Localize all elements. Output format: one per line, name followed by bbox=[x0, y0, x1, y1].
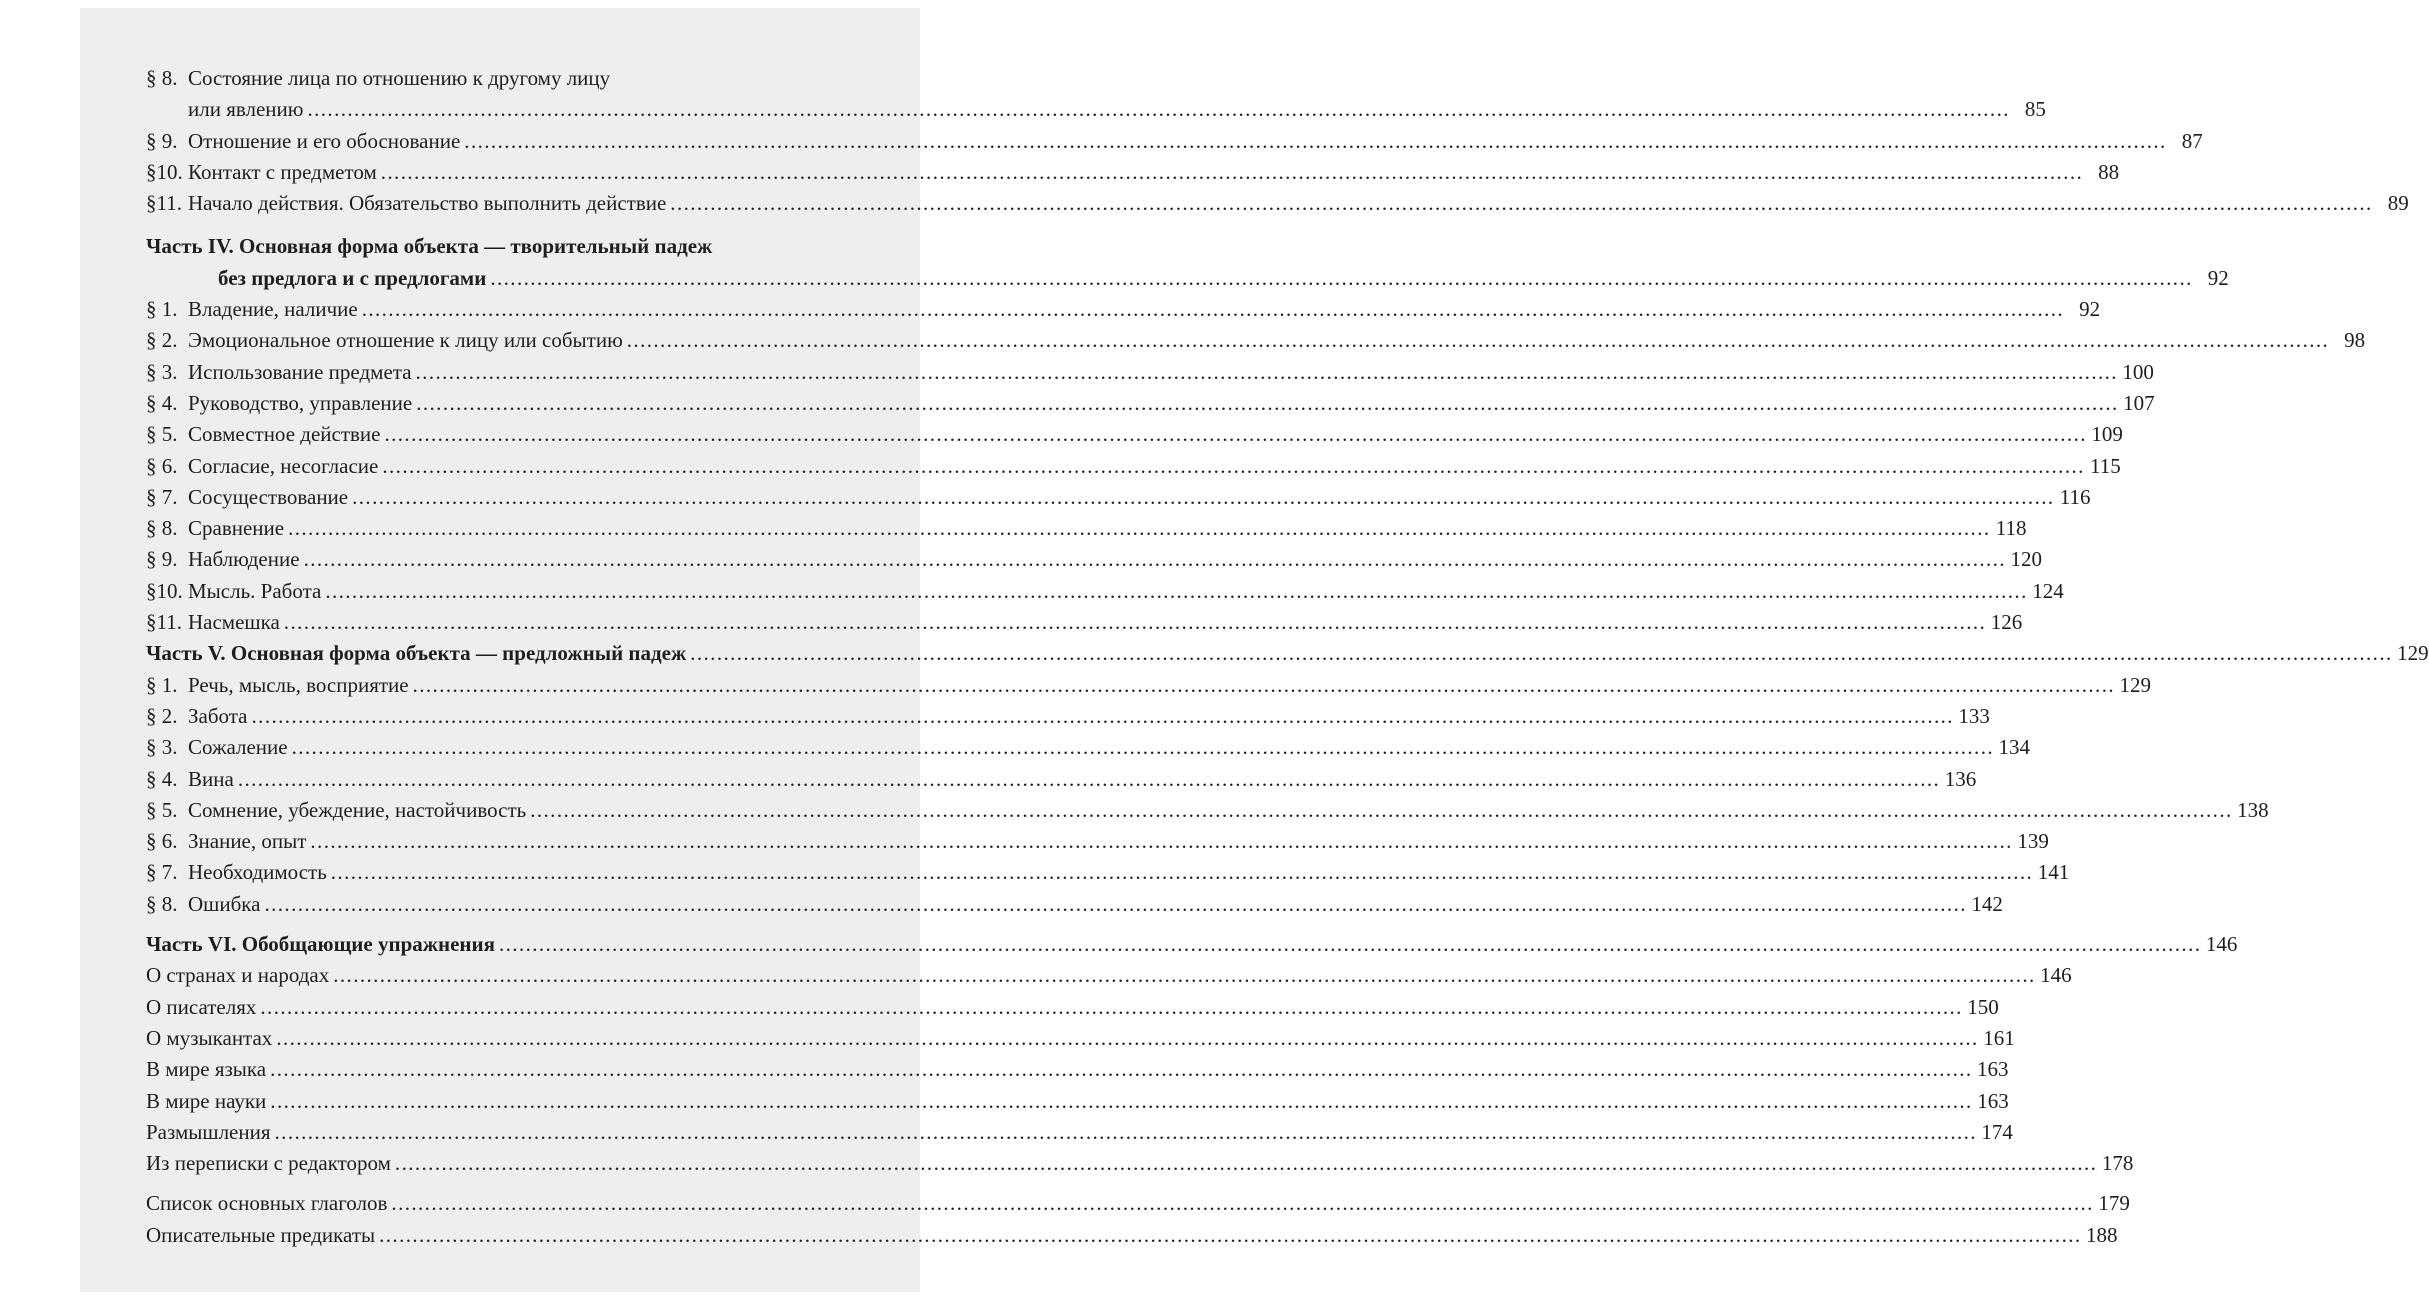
toc-entry-title: Знание, опыт bbox=[188, 829, 307, 854]
toc-entry bbox=[146, 388, 2155, 419]
toc-entry-page: 133 bbox=[1958, 703, 1990, 728]
toc-entry-page: 92 bbox=[2207, 265, 2229, 290]
toc-entry bbox=[146, 826, 2049, 857]
dot-leader bbox=[331, 857, 2033, 888]
toc-entry-title: Контакт с предметом bbox=[188, 159, 377, 184]
dot-leader bbox=[352, 482, 2054, 513]
dot-leader bbox=[325, 576, 2027, 607]
part-title: без предлога и с предлогами bbox=[218, 265, 487, 290]
toc-entry-page: 98 bbox=[2344, 328, 2366, 353]
toc-entry bbox=[146, 544, 2042, 575]
toc-entry bbox=[146, 451, 2121, 482]
toc-entry-page: 161 bbox=[1983, 1025, 2015, 1050]
toc-entry-page: 107 bbox=[2123, 390, 2155, 415]
part-title: Часть V. Основная форма объекта — предложный падеж bbox=[146, 641, 687, 666]
dot-leader bbox=[627, 325, 2329, 356]
toc-entry bbox=[146, 157, 2120, 188]
toc-entry-page: 124 bbox=[2032, 578, 2064, 603]
toc-entry-number: § 9. bbox=[146, 128, 178, 153]
dot-leader bbox=[252, 701, 1954, 732]
toc-entry bbox=[146, 960, 2072, 991]
toc-entry bbox=[146, 889, 2003, 920]
toc-entry-page: 163 bbox=[1977, 1057, 2009, 1082]
toc-entry bbox=[146, 126, 2203, 157]
toc-entry bbox=[146, 1188, 2130, 1219]
toc-entry-number: § 2. bbox=[146, 328, 178, 353]
toc-entry-number: §10. bbox=[146, 578, 183, 603]
toc-entry-page: 136 bbox=[1944, 766, 1977, 791]
toc-entry-page: 85 bbox=[2024, 97, 2046, 122]
toc-entry-title: Наблюдение bbox=[188, 547, 300, 572]
toc-entry-page: 120 bbox=[2010, 547, 2042, 572]
toc-entry bbox=[146, 1117, 2013, 1148]
toc-entry-title: Сожаление bbox=[188, 735, 288, 760]
toc-entry-title: Сосуществование bbox=[188, 484, 349, 509]
table-of-contents bbox=[146, 63, 2429, 1251]
toc-entry-page: 146 bbox=[2205, 932, 2238, 957]
toc-entry bbox=[146, 857, 2070, 888]
toc-entry bbox=[146, 63, 876, 94]
toc-entry-number: § 9. bbox=[146, 547, 178, 572]
toc-entry-title: Эмоциональное отношение к лицу или событию bbox=[188, 328, 623, 353]
dot-leader bbox=[379, 1220, 2081, 1251]
toc-entry-title: Начало действия. Обязательство выполнить действие bbox=[188, 191, 667, 216]
dot-leader bbox=[382, 451, 2084, 482]
toc-entry bbox=[146, 732, 2031, 763]
toc-entry-continuation bbox=[146, 94, 2046, 125]
toc-entry-page: 115 bbox=[2090, 453, 2121, 478]
toc-entry-page: 116 bbox=[2059, 484, 2091, 509]
dot-leader bbox=[395, 1148, 2097, 1179]
toc-entry-page: 142 bbox=[1971, 891, 2003, 916]
dot-leader bbox=[499, 929, 2201, 960]
dot-leader bbox=[381, 157, 2083, 188]
toc-entry bbox=[146, 576, 2064, 607]
toc-part-heading-continuation bbox=[146, 263, 2229, 294]
dot-leader bbox=[270, 1086, 1972, 1117]
toc-entry-title: Совместное действие bbox=[188, 422, 381, 447]
dot-leader bbox=[384, 419, 2086, 450]
toc-entry-number: § 8. bbox=[146, 891, 178, 916]
toc-entry-title: Сравнение bbox=[188, 516, 285, 541]
toc-entry bbox=[146, 670, 2152, 701]
toc-entry-number: § 4. bbox=[146, 390, 178, 415]
toc-entry-number: §11. bbox=[146, 610, 182, 635]
toc-entry-title: Состояние лица по отношению к другому лицу bbox=[188, 66, 611, 90]
toc-entry bbox=[146, 701, 1990, 732]
toc-entry-number: § 1. bbox=[146, 297, 178, 322]
dot-leader bbox=[690, 638, 2392, 669]
dot-leader bbox=[670, 188, 2372, 219]
part-title: Часть IV. Основная форма объекта — творительный падеж bbox=[146, 234, 713, 259]
toc-entry-title: Отношение и его обоснование bbox=[188, 128, 461, 153]
toc-part-heading bbox=[146, 231, 876, 262]
dot-leader bbox=[307, 94, 2009, 125]
toc-entry-title: Список основных глаголов bbox=[146, 1191, 388, 1216]
toc-entry-title: Ошибка bbox=[188, 891, 261, 916]
toc-entry-title: Согласие, несогласие bbox=[188, 453, 379, 478]
toc-entry-page: 134 bbox=[1998, 735, 2031, 760]
dot-leader bbox=[288, 513, 1990, 544]
toc-entry bbox=[146, 325, 2366, 356]
toc-entry-number: § 5. bbox=[146, 797, 178, 822]
toc-entry bbox=[146, 764, 1977, 795]
dot-leader bbox=[530, 795, 2232, 826]
toc-entry-number: § 5. bbox=[146, 422, 178, 447]
toc-entry-number: § 6. bbox=[146, 829, 178, 854]
toc-entry-title: Насмешка bbox=[188, 610, 280, 635]
dot-leader bbox=[292, 732, 1994, 763]
toc-entry bbox=[146, 357, 2154, 388]
toc-entry bbox=[146, 992, 1999, 1023]
toc-entry-page: 163 bbox=[1977, 1088, 2009, 1113]
toc-entry-title: или явлению bbox=[188, 97, 304, 122]
toc-entry-page: 100 bbox=[2122, 359, 2154, 384]
toc-entry bbox=[146, 513, 2027, 544]
toc-entry bbox=[146, 188, 2409, 219]
dot-leader bbox=[264, 889, 1966, 920]
dot-leader bbox=[416, 388, 2118, 419]
toc-entry-page: 87 bbox=[2181, 128, 2203, 153]
toc-entry-page: 146 bbox=[2040, 963, 2072, 988]
toc-entry-page: 88 bbox=[2098, 159, 2120, 184]
toc-entry-page: 118 bbox=[1995, 516, 2027, 541]
toc-entry-title: О писателях bbox=[146, 994, 257, 1019]
toc-entry-number: § 7. bbox=[146, 860, 178, 885]
toc-entry-number: § 8. bbox=[146, 516, 178, 541]
toc-entry-title: Забота bbox=[188, 703, 248, 728]
toc-part-heading bbox=[146, 638, 2429, 669]
toc-entry bbox=[146, 1054, 2009, 1085]
toc-entry-title: Руководство, управление bbox=[188, 390, 413, 415]
toc-entry bbox=[146, 1023, 2015, 1054]
toc-entry-page: 109 bbox=[2091, 422, 2123, 447]
toc-entry-page: 129 bbox=[2119, 672, 2152, 697]
dot-leader bbox=[413, 670, 2115, 701]
toc-entry-page: 174 bbox=[1981, 1119, 2013, 1144]
toc-entry-page: 92 bbox=[2079, 297, 2101, 322]
toc-entry-page: 179 bbox=[2098, 1191, 2130, 1216]
book-page bbox=[80, 8, 2429, 1292]
dot-leader bbox=[490, 263, 2192, 294]
toc-entry-number: § 3. bbox=[146, 735, 178, 760]
toc-entry-page: 150 bbox=[1967, 994, 1999, 1019]
toc-entry-page: 129 bbox=[2397, 641, 2429, 666]
part-title: Часть VI. Обобщающие упражнения bbox=[146, 932, 495, 957]
toc-entry-title: Необходимость bbox=[188, 860, 327, 885]
toc-entry-title: О музыкантах bbox=[146, 1025, 273, 1050]
toc-entry-number: §11. bbox=[146, 191, 182, 216]
dot-leader bbox=[276, 1023, 1978, 1054]
dot-leader bbox=[333, 960, 2035, 991]
toc-entry-page: 89 bbox=[2387, 191, 2409, 216]
toc-entry bbox=[146, 482, 2091, 513]
dot-leader bbox=[260, 992, 1962, 1023]
toc-entry bbox=[146, 1148, 2134, 1179]
toc-entry-number: § 2. bbox=[146, 703, 178, 728]
toc-entry bbox=[146, 1086, 2009, 1117]
toc-entry-number: § 3. bbox=[146, 359, 178, 384]
toc-entry-title: В мире языка bbox=[146, 1057, 267, 1082]
toc-entry bbox=[146, 795, 2269, 826]
toc-entry-title: О странах и народах bbox=[146, 963, 330, 988]
dot-leader bbox=[391, 1188, 2093, 1219]
toc-entry-number: § 6. bbox=[146, 453, 178, 478]
toc-entry-title: Из переписки с редактором bbox=[146, 1151, 391, 1176]
toc-entry-page: 178 bbox=[2101, 1151, 2134, 1176]
toc-entry bbox=[146, 294, 2101, 325]
toc-entry-title: Использование предмета bbox=[188, 359, 412, 384]
toc-entry-page: 188 bbox=[2086, 1222, 2118, 1247]
dot-leader bbox=[275, 1117, 1977, 1148]
toc-entry-number: § 1. bbox=[146, 672, 178, 697]
toc-entry bbox=[146, 419, 2123, 450]
toc-entry-page: 141 bbox=[2037, 860, 2070, 885]
dot-leader bbox=[416, 357, 2118, 388]
toc-entry-number: § 7. bbox=[146, 484, 178, 509]
toc-entry-title: Мысль. Работа bbox=[188, 578, 322, 603]
toc-entry-title: Описательные предикаты bbox=[146, 1222, 376, 1247]
dot-leader bbox=[270, 1054, 1972, 1085]
toc-entry-number: §10. bbox=[146, 159, 183, 184]
toc-entry-title: Сомнение, убеждение, настойчивость bbox=[188, 797, 527, 822]
toc-entry bbox=[146, 1220, 2118, 1251]
dot-leader bbox=[362, 294, 2064, 325]
toc-entry-page: 138 bbox=[2237, 797, 2269, 822]
dot-leader bbox=[464, 126, 2166, 157]
toc-entry-number: § 8. bbox=[146, 66, 178, 90]
toc-entry-title: В мире науки bbox=[146, 1088, 267, 1113]
toc-part-heading bbox=[146, 929, 2238, 960]
toc-entry-page: 126 bbox=[1990, 610, 2023, 635]
toc-entry-title: Владение, наличие bbox=[188, 297, 358, 322]
dot-leader bbox=[310, 826, 2012, 857]
dot-leader bbox=[284, 607, 1986, 638]
toc-entry-page: 139 bbox=[2017, 829, 2049, 854]
toc-entry-title: Речь, мысль, восприятие bbox=[188, 672, 409, 697]
toc-entry bbox=[146, 607, 2023, 638]
dot-leader bbox=[238, 764, 1940, 795]
dot-leader bbox=[304, 544, 2006, 575]
toc-entry-title: Вина bbox=[188, 766, 234, 791]
toc-entry-title: Размышления bbox=[146, 1119, 271, 1144]
toc-entry-number: § 4. bbox=[146, 766, 178, 791]
